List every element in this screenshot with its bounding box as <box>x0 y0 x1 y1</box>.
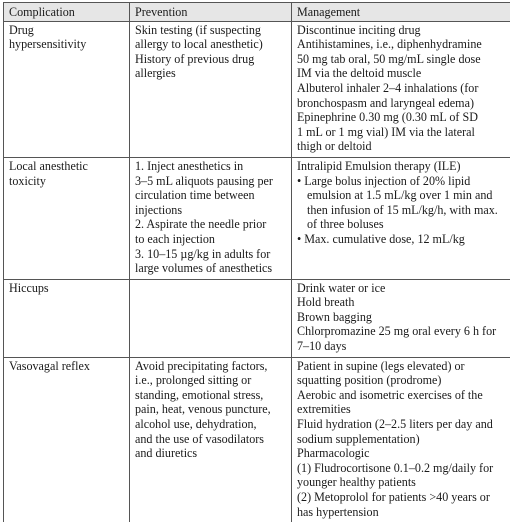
cell-line: History of previous drug <box>135 51 255 66</box>
cell-line: Antihistamines, i.e., diphenhydramine <box>297 37 482 52</box>
cell-line: and diuretics <box>135 446 198 461</box>
cell-line: standing, emotional stress, <box>135 387 264 402</box>
complication-cell <box>4 157 130 279</box>
cell-line: and the use of vasodilators <box>135 431 264 446</box>
cell-line: Avoid precipitating factors, <box>135 358 268 373</box>
cell-line: Drug <box>9 22 34 37</box>
cell-line: Intralipid Emulsion therapy (ILE) <box>297 158 461 173</box>
cell-line: Vasovagal reflex <box>9 358 90 373</box>
cell-line: 3. 10–15 µg/kg in adults for <box>135 246 271 261</box>
cell-line: bronchospasm and laryngeal edema) <box>297 95 474 110</box>
header-complication: Complication <box>4 3 130 22</box>
cell-line: Aerobic and isometric exercises of the <box>297 387 483 402</box>
management-cell <box>292 357 510 522</box>
cell-line: alcohol use, dehydration, <box>135 417 257 432</box>
cell-line: sodium supplementation) <box>297 431 420 446</box>
cell-line: Local anesthetic <box>9 158 88 173</box>
table-row <box>4 279 510 357</box>
cell-line: squatting position (prodrome) <box>297 373 442 388</box>
table-header-row <box>4 3 510 22</box>
cell-line: Pharmacologic <box>297 446 370 461</box>
cell-line: (2) Metoprolol for patients >40 years or <box>297 490 490 504</box>
table-row <box>4 357 510 522</box>
cell-line: toxicity <box>9 173 46 188</box>
cell-line: 3–5 mL aliquots pausing per <box>135 173 273 188</box>
bullet-item: • Large bolus injection of 20% lipid <box>297 173 471 188</box>
cell-line: pain, heat, venous puncture, <box>135 402 271 417</box>
management-cell <box>292 279 510 357</box>
cell-line: (1) Fludrocortisone 0.1–0.2 mg/daily for <box>297 460 494 475</box>
management-cell <box>292 21 510 157</box>
cell-line: allergies <box>135 66 176 81</box>
cell-line: Epinephrine 0.30 mg (0.30 mL of SD <box>297 110 478 125</box>
cell-line: Hiccups <box>9 280 49 295</box>
management-cell <box>292 157 510 279</box>
complications-table <box>3 2 510 522</box>
cell-line: 2. Aspirate the needle prior <box>135 217 267 232</box>
complication-cell <box>4 279 130 357</box>
cell-line: Albuterol inhaler 2–4 inhalations (for <box>297 80 479 95</box>
cell-line: Brown bagging <box>297 309 372 324</box>
cell-line: Chlorpromazine 25 mg oral every 6 h for <box>297 324 497 339</box>
cell-line: Skin testing (if suspecting <box>135 22 261 37</box>
cell-line: younger healthy patients <box>297 475 416 490</box>
cell-line: large volumes of anesthetics <box>135 261 273 276</box>
cell-line: i.e., prolonged sitting or <box>135 373 252 388</box>
complication-cell <box>4 21 130 157</box>
cell-line: 1. Inject anesthetics in <box>135 158 244 173</box>
header-management: Management <box>292 3 510 22</box>
complication-cell <box>4 357 130 522</box>
cell-line: allergy to local anesthetic) <box>135 37 263 52</box>
cell-line: circulation time between <box>135 188 255 203</box>
table-row <box>4 21 510 157</box>
prevention-cell <box>130 279 292 357</box>
cell-line: hypersensitivity <box>9 37 87 52</box>
cell-line: to each injection <box>135 231 215 246</box>
bullet-continuation: emulsion at 1.5 mL/kg over 1 min and <box>307 188 493 203</box>
prevention-cell <box>130 357 292 522</box>
table-row <box>4 157 510 279</box>
cell-line: thigh or deltoid <box>297 139 372 154</box>
bullet-continuation: of three boluses <box>307 217 384 232</box>
cell-line: Drink water or ice <box>297 280 386 295</box>
cell-line: IM via the deltoid muscle <box>297 66 422 81</box>
cell-line: Discontinue inciting drug <box>297 22 421 37</box>
cell-line: 1 mL or 1 mg vial) IM via the lateral <box>297 124 475 139</box>
cell-line: injections <box>135 202 183 217</box>
bullet-item: • Max. cumulative dose, 12 mL/kg <box>297 231 465 246</box>
cell-line: 50 mg tab oral, 50 mg/mL single dose <box>297 51 481 66</box>
cell-line: has hypertension <box>297 504 379 519</box>
cell-line: extremities <box>297 402 351 417</box>
bullet-continuation: then infusion of 15 mL/kg/h, with max. <box>307 202 498 217</box>
cell-line: Patient in supine (legs elevated) or <box>297 358 465 373</box>
cell-line: Fluid hydration (2–2.5 liters per day and <box>297 417 493 432</box>
cell-line: 7–10 days <box>297 339 347 354</box>
prevention-cell <box>130 157 292 279</box>
cell-line: Hold breath <box>297 295 355 310</box>
prevention-cell <box>130 21 292 157</box>
header-prevention: Prevention <box>130 3 292 22</box>
